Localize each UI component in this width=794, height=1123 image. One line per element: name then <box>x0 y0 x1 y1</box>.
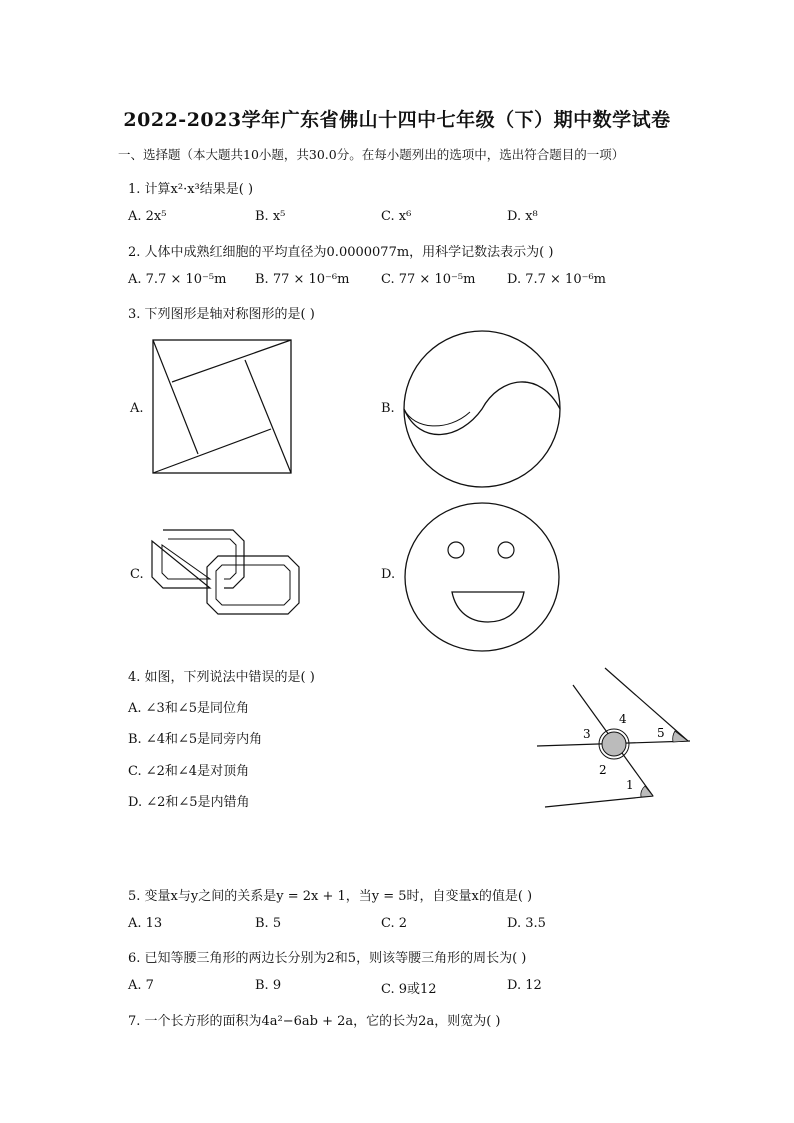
option-d[interactable]: D. 12 <box>507 978 542 993</box>
question-6-stem: 6. 已知等腰三角形的两边长分别为2和5，则该等腰三角形的周长为( ) <box>128 951 527 966</box>
figure-b-taiji <box>400 328 564 490</box>
question-2-stem: 2. 人体中成熟红细胞的平均直径为0.0000077m，用科学记数法表示为( ) <box>128 245 554 260</box>
option-c[interactable]: C. x⁶ <box>381 209 412 224</box>
figure-d-label[interactable]: D. <box>381 567 396 582</box>
angle-label-1: 1 <box>626 778 634 792</box>
option-c[interactable]: C. 9或12 <box>381 982 437 997</box>
figure-d-smiley <box>402 500 562 655</box>
option-c[interactable]: C. 2 <box>381 916 408 931</box>
question-5-stem: 5. 变量x与y之间的关系是y = 2x + 1，当y = 5时，自变量x的值是( ) <box>128 889 533 904</box>
page-title: 2022-2023学年广东省佛山十四中七年级（下）期中数学试卷 <box>123 109 671 131</box>
option-b[interactable]: B. ∠4和∠5是同旁内角 <box>128 732 263 747</box>
figure-c-label[interactable]: C. <box>130 567 144 582</box>
question-3-stem: 3. 下列图形是轴对称图形的是( ) <box>128 307 315 322</box>
option-b[interactable]: B. 5 <box>255 916 282 931</box>
figure-a-squares <box>150 337 295 477</box>
option-b[interactable]: B. x⁵ <box>255 209 286 224</box>
option-d[interactable]: D. ∠2和∠5是内错角 <box>128 795 250 810</box>
figure-a-label[interactable]: A. <box>130 401 144 416</box>
option-d[interactable]: D. 3.5 <box>507 916 546 931</box>
question-1-stem: 1. 计算x²·x³结果是( ) <box>128 182 254 197</box>
option-a[interactable]: A. ∠3和∠5是同位角 <box>128 701 249 716</box>
figure-b-label[interactable]: B. <box>381 401 395 416</box>
option-d[interactable]: D. 7.7 × 10⁻⁶m <box>507 272 606 287</box>
section-heading: 一、选择题（本大题共10小题，共30.0分。在每小题列出的选项中，选出符合题目的一项） <box>118 147 625 162</box>
option-a[interactable]: A. 7.7 × 10⁻⁵m <box>128 272 227 287</box>
option-a[interactable]: A. 2x⁵ <box>128 209 167 224</box>
figure-c-links <box>148 525 303 620</box>
option-d[interactable]: D. x⁸ <box>507 209 538 224</box>
option-c[interactable]: C. ∠2和∠4是对顶角 <box>128 764 250 779</box>
option-a[interactable]: A. 7 <box>128 978 154 993</box>
angle-label-3: 3 <box>583 727 591 741</box>
option-b[interactable]: B. 9 <box>255 978 282 993</box>
option-c[interactable]: C. 77 × 10⁻⁵m <box>381 272 476 287</box>
question-7-stem: 7. 一个长方形的面积为4a²−6ab + 2a，它的长为2a，则宽为( ) <box>128 1014 501 1029</box>
option-b[interactable]: B. 77 × 10⁻⁶m <box>255 272 350 287</box>
angle-label-5: 5 <box>657 726 665 740</box>
question-4-stem: 4. 如图，下列说法中错误的是( ) <box>128 670 315 685</box>
option-a[interactable]: A. 13 <box>128 916 163 931</box>
angle-label-2: 2 <box>599 763 607 777</box>
angles-diagram <box>535 665 695 815</box>
angle-label-4: 4 <box>619 712 627 726</box>
